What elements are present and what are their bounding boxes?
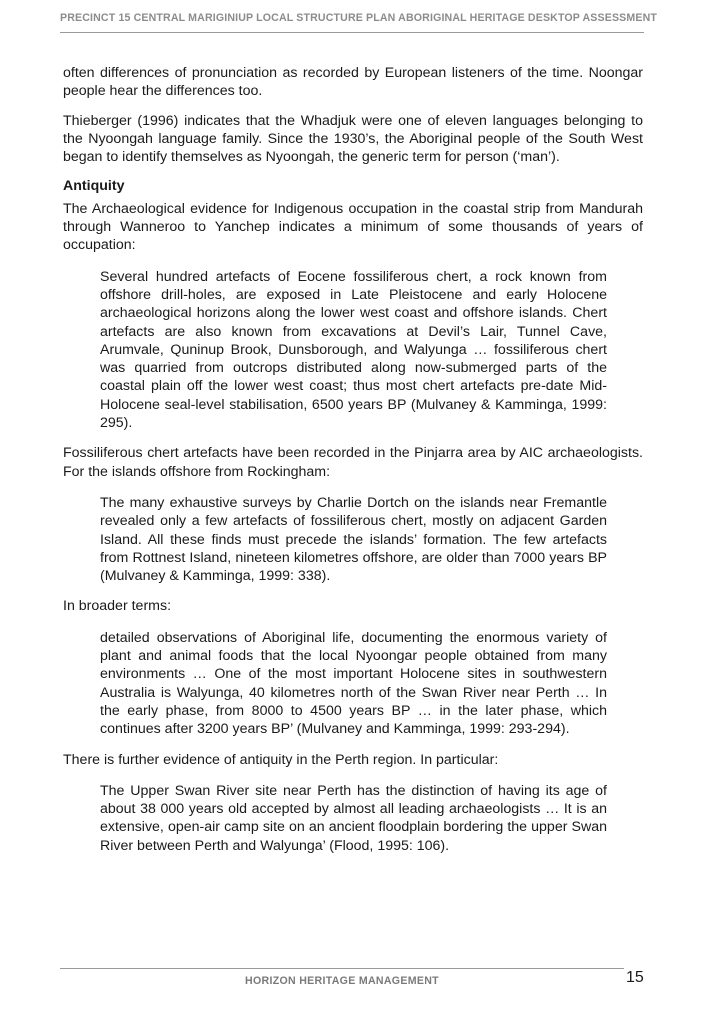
- paragraph-archaeological-evidence: The Archaeological evidence for Indigenous occupation in the coastal strip from Mandurah through Wanneroo to Yanchep indicates a minimum of some thousands of years of occupation:: [63, 200, 643, 254]
- quote-dortch-surveys: [63, 494, 643, 585]
- quote-text: detailed observations of Aboriginal life, documenting the enormous variety of plant and animal foods that the local Nyoongar people obtained from many environments … One of the most important Holocene sites in southwestern Australia is Walyunga, 40 kilometres north of the Swan River near Perth … In the early phase, from 8000 to 4500 years BP … in the later phase, which continues after 3200 years BP’ (Mulvaney and Kamminga, 1999: 293-294).: [100, 629, 607, 738]
- quote-text: Several hundred artefacts of Eocene fossiliferous chert, a rock known from offshore drill-holes, are exposed in Late Pleistocene and early Holocene archaeological horizons along the lower west coast and offshore islands. Chert artefacts are also known from excavations at Devil’s Lair, Tunnel Cave, Arumvale, Quninup Brook, Dunsborough, and Walyunga … fossiliferous chert was quarried from outcrops distributed along now-submerged parts of the coastal plain off the lower west coast; thus most chert artefacts pre-date Mid-Holocene seal-level stabilisation, 6500 years BP (Mulvaney & Kamminga, 1999: 295).: [100, 268, 607, 432]
- paragraph-pinjarra: Fossiliferous chert artefacts have been recorded in the Pinjarra area by AIC archaeologists. For the islands offshore from Rockingham:: [63, 445, 643, 480]
- header-divider: [60, 32, 644, 33]
- footer-divider: [60, 968, 624, 969]
- quote-chert-artefacts: [63, 268, 643, 433]
- quote-text: The Upper Swan River site near Perth has the distinction of having its age of about 38 000 years old accepted by almost all leading archaeologists … It is an extensive, open-air camp site on an ancient floodplain bordering the upper Swan River between Perth and Walyunga’ (Flood, 1995: 106).: [100, 782, 607, 854]
- section-heading-antiquity: Antiquity: [63, 178, 125, 195]
- paragraph-pronunciation: often differences of pronunciation as recorded by European listeners of the time. Noongar people hear the differences too.: [63, 65, 643, 100]
- running-header: PRECINCT 15 CENTRAL MARIGINIUP LOCAL STRUCTURE PLAN ABORIGINAL HERITAGE DESKTOP ASSESSMENT: [60, 12, 657, 24]
- footer-label: HORIZON HERITAGE MANAGEMENT: [245, 975, 439, 987]
- quote-walyunga: [63, 629, 643, 739]
- page-number: 15: [626, 969, 644, 986]
- paragraph-broader-terms: In broader terms:: [63, 598, 172, 615]
- paragraph-language-family: Thieberger (1996) indicates that the Whadjuk were one of eleven languages belonging to the Nyoongah language family. Since the 1930’s, the Aboriginal people of the South West began to identify themselves as Nyoongah, the generic term for person (‘man’).: [63, 112, 643, 166]
- quote-upper-swan: [63, 782, 643, 855]
- quote-text: The many exhaustive surveys by Charlie Dortch on the islands near Fremantle revealed only a few artefacts of fossiliferous chert, mostly on adjacent Garden Island. All these finds must precede the islands’ formation. The few artefacts from Rottnest Island, nineteen kilometres offshore, are older than 7000 years BP (Mulvaney & Kamminga, 1999: 338).: [100, 494, 607, 585]
- paragraph-perth-region: There is further evidence of antiquity in the Perth region. In particular:: [63, 751, 499, 768]
- page-body: [63, 64, 643, 855]
